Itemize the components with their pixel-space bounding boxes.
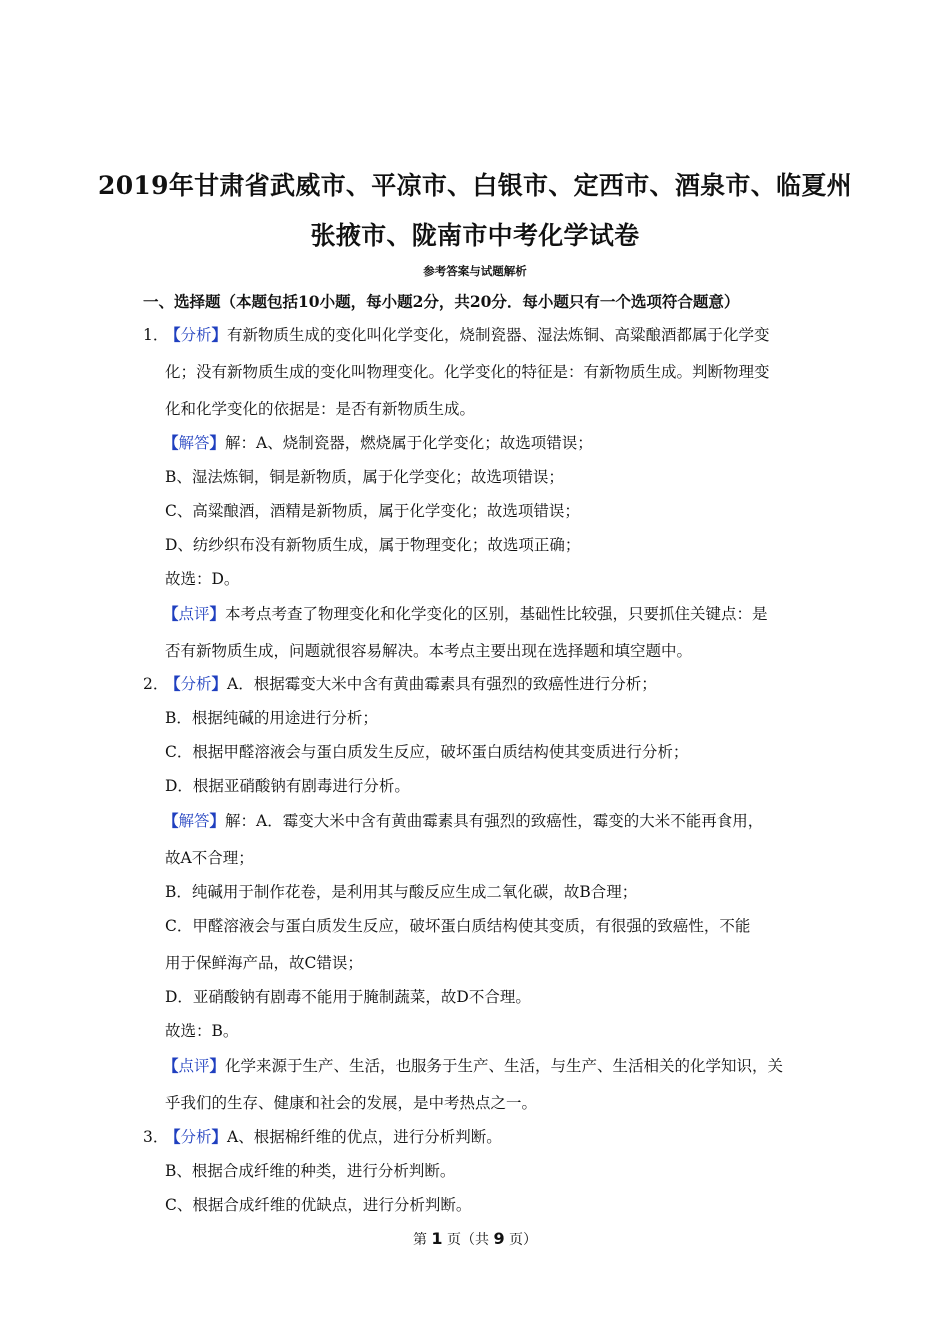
- q2-answer-line: 【解答】解：A．霉变大米中含有黄曲霉素具有强烈的致癌性，霉变的大米不能再食用，: [163, 811, 764, 830]
- q2-analysis-line: B．根据纯碱的用途进行分析；: [165, 709, 378, 727]
- document-subtitle: 参考答案与试题解析: [423, 264, 527, 278]
- q2-answer-line: 故A不合理；: [165, 849, 254, 867]
- question-number: 3．: [143, 1128, 169, 1146]
- q2-analysis-line: D．根据亚硝酸钠有剧毒进行分析。: [165, 777, 410, 795]
- analysis-tag: 【分析】: [165, 1127, 228, 1146]
- q2-comment-line: 乎我们的生存、健康和社会的发展，是中考热点之一。: [165, 1094, 538, 1112]
- q1-comment-line: 否有新物质生成，问题就很容易解决。本考点主要出现在选择题和填空题中。: [165, 642, 693, 660]
- current-page-number: 1: [431, 1229, 443, 1248]
- q1-answer-line: 故选：D。: [165, 570, 240, 588]
- q2-answer-line: C．甲醛溶液会与蛋白质发生反应，破坏蛋白质结构使其变质，有很强的致癌性，不能: [165, 917, 751, 935]
- q1-answer-line: B、湿法炼铜，铜是新物质，属于化学变化；故选项错误；: [165, 468, 564, 486]
- q2-answer-line: 故选：B。: [165, 1022, 239, 1040]
- q1-analysis-line: 化和化学变化的依据是：是否有新物质生成。: [165, 400, 476, 418]
- q1-analysis-line: 化；没有新物质生成的变化叫物理变化。化学变化的特征是：有新物质生成。判断物理变: [165, 363, 770, 381]
- answer-tag: 【解答】: [163, 811, 226, 830]
- document-title-line-1: 2019年甘肃省武威市、平凉市、白银市、定西市、酒泉市、临夏州: [98, 171, 852, 200]
- comment-tag: 【点评】: [163, 1056, 226, 1075]
- q2-answer-line: B．纯碱用于制作花卷，是利用其与酸反应生成二氧化碳，故B合理；: [165, 883, 638, 901]
- q2-analysis-line: C．根据甲醛溶液会与蛋白质发生反应，破坏蛋白质结构使其变质进行分析；: [165, 743, 689, 761]
- question-number: 1．: [143, 326, 169, 344]
- document-title-line-2: 张掖市、陇南市中考化学试卷: [310, 221, 640, 250]
- q2-comment-line: 【点评】化学来源于生产、生活，也服务于生产、生活，与生产、生活相关的化学知识，关: [163, 1056, 784, 1075]
- q1-answer-line: C、高粱酿酒，酒精是新物质，属于化学变化；故选项错误；: [165, 502, 580, 520]
- section-heading: 一、选择题（本题包括10小题，每小题2分，共20分．每小题只有一个选项符合题意）: [143, 292, 740, 311]
- q3-analysis-line: 【分析】A、根据棉纤维的优点，进行分析判断。: [165, 1127, 502, 1146]
- analysis-tag: 【分析】: [165, 674, 228, 693]
- q2-answer-line: 用于保鲜海产品，故C错误；: [165, 954, 363, 972]
- analysis-tag: 【分析】: [165, 325, 228, 344]
- q1-answer-line: D、纺纱织布没有新物质生成，属于物理变化；故选项正确；: [165, 536, 581, 554]
- q3-analysis-line: C、根据合成纤维的优缺点，进行分析判断。: [165, 1196, 472, 1214]
- q2-answer-line: D．亚硝酸钠有剧毒不能用于腌制蔬菜，故D不合理。: [165, 988, 531, 1006]
- question-number: 2．: [143, 675, 169, 693]
- answer-tag: 【解答】: [163, 433, 226, 452]
- q1-comment-line: 【点评】本考点考查了物理变化和化学变化的区别，基础性比较强，只要抓住关键点：是: [163, 604, 768, 623]
- total-page-count: 9: [493, 1229, 505, 1248]
- q1-answer-line: 【解答】解：A、烧制瓷器，燃烧属于化学变化；故选项错误；: [163, 433, 593, 452]
- q1-analysis-line: 【分析】有新物质生成的变化叫化学变化，烧制瓷器、湿法炼铜、高粱酿酒都属于化学变: [165, 325, 770, 344]
- page-footer: 第 1 页（共 9 页）: [412, 1229, 538, 1248]
- q2-analysis-line: 【分析】A．根据霉变大米中含有黄曲霉素具有强烈的致癌性进行分析；: [165, 674, 657, 693]
- comment-tag: 【点评】: [163, 604, 226, 623]
- q3-analysis-line: B、根据合成纤维的种类，进行分析判断。: [165, 1162, 456, 1180]
